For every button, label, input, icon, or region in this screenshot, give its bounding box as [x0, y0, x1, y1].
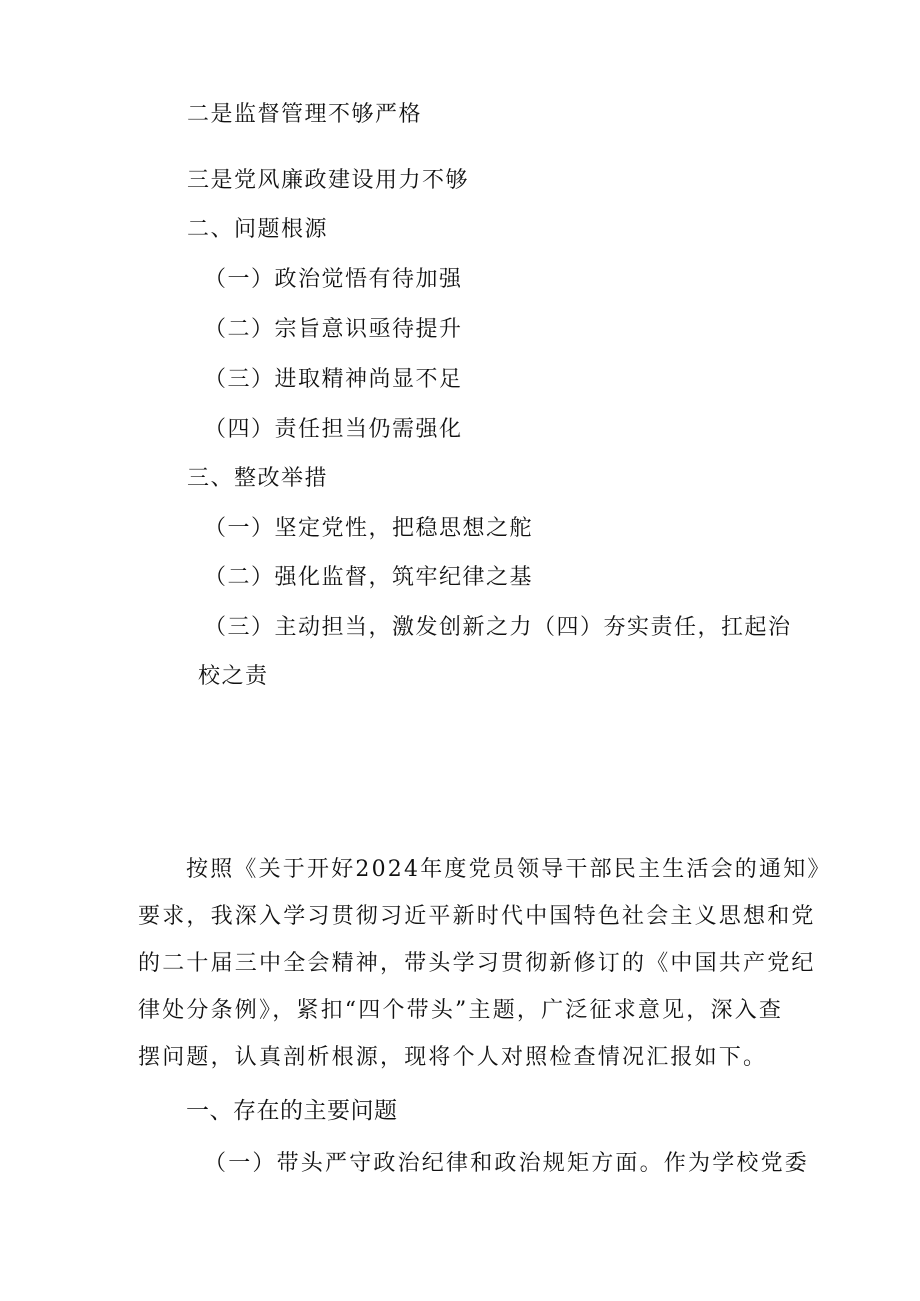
section-3-item-3-line-2: 校之责 [198, 664, 269, 689]
intro-line-1: 按照《关于开好2024年度党员领导干部民主生活会的通知》 [186, 857, 832, 882]
section-2-item-3: （三）进取精神尚显不足 [204, 367, 463, 392]
section-2-item-4: （四）责任担当仍需强化 [204, 417, 463, 442]
section-1-heading: 一、存在的主要问题 [186, 1098, 398, 1124]
intro-line-3: 的二十届三中全会精神，带头学习贯彻新修订的《中国共产党纪 [138, 951, 816, 976]
section-3-item-2: （二）强化监督，筑牢纪律之基 [204, 565, 534, 590]
section-3-title: 三、整改举措 [187, 466, 329, 491]
intro-line-4: 律处分条例》，紧扣“四个带头”主题，广泛征求意见，深入查 [138, 998, 784, 1023]
outline-item-2: 二是监督管理不够严格 [187, 102, 423, 127]
section-3-item-3-line-1: （三）主动担当，激发创新之力（四）夯实责任，扛起治 [204, 615, 792, 640]
section-1-paragraph-line-1: （一）带头严守政治纪律和政治规矩方面。作为学校党委 [204, 1151, 810, 1176]
intro-line-2: 要求，我深入学习贯彻习近平新时代中国特色社会主义思想和党 [138, 904, 816, 929]
section-3-item-1: （一）坚定党性，把稳思想之舵 [204, 516, 534, 541]
section-2-item-1: （一）政治觉悟有待加强 [204, 267, 463, 292]
section-2-title: 二、问题根源 [187, 217, 329, 242]
intro-line-5: 摆问题，认真剖析根源，现将个人对照检查情况汇报如下。 [138, 1045, 768, 1070]
section-2-item-2: （二）宗旨意识亟待提升 [204, 317, 463, 342]
outline-item-3: 三是党风廉政建设用力不够 [187, 168, 470, 193]
